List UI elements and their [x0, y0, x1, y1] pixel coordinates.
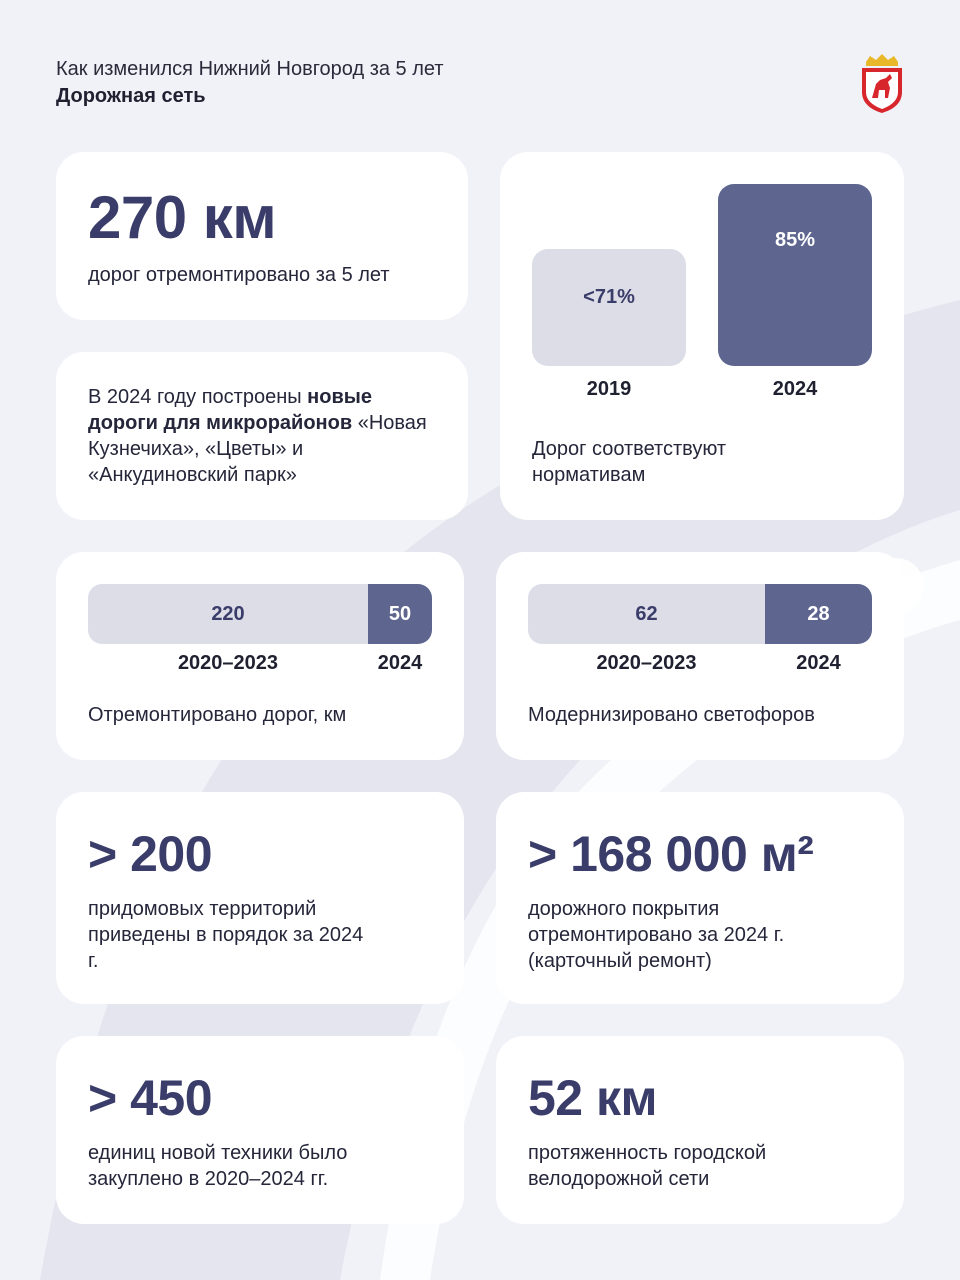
repaired-km-segment-0: 220	[88, 584, 368, 644]
roads-repaired-text: дорог отремонтировано за 5 лет	[88, 264, 390, 286]
compliance-bar-2024: 85%	[718, 184, 872, 366]
repaired-km-caption: Отремонтировано дорог, км	[88, 704, 347, 726]
bike-lanes-value: 52 км	[528, 1070, 658, 1126]
card-new-roads	[56, 352, 468, 520]
card-yards	[56, 792, 464, 1004]
card-pavement	[496, 792, 904, 1004]
new-roads-text	[88, 384, 438, 488]
traffic-lights-bar	[528, 584, 872, 644]
new-roads-text-suffix: «Новая Кузнечиха», «Цветы» и «Анкудиновский парк»	[88, 412, 427, 486]
traffic-lights-segment-0: 62	[528, 584, 765, 644]
yards-value: > 200	[88, 826, 213, 882]
card-traffic-lights	[496, 552, 904, 760]
roads-repaired-value: 270 км	[88, 184, 277, 251]
card-repaired-km	[56, 552, 464, 760]
traffic-lights-period-0: 2020–2023	[596, 652, 697, 674]
card-roads-repaired	[56, 152, 468, 320]
card-bike-lanes	[496, 1036, 904, 1224]
new-roads-text-prefix: В 2024 году построены	[88, 386, 308, 408]
card-machinery	[56, 1036, 464, 1224]
page-header	[56, 56, 444, 110]
traffic-lights-segment-1: 28	[765, 584, 872, 644]
page-title: Дорожная сеть	[56, 85, 206, 107]
pavement-text: дорожного покрытия отремонтировано за 2024 г. (карточный ремонт)	[528, 898, 785, 972]
yards-text: придомовых территорий приведены в порядок за 2024 г.	[88, 898, 364, 972]
compliance-year-2024: 2024	[772, 378, 818, 400]
compliance-year-2019: 2019	[586, 378, 632, 400]
page-subtitle: Как изменился Нижний Новгород за 5 лет	[56, 58, 444, 80]
bike-lanes-text: протяженность городской велодорожной сети	[528, 1142, 767, 1190]
repaired-km-segment-1: 50	[368, 584, 432, 644]
traffic-lights-period-1: 2024	[796, 652, 841, 674]
new-roads-text-bold: новые дороги для микрорайонов	[88, 386, 372, 434]
machinery-value: > 450	[88, 1070, 213, 1126]
pavement-value: > 168 000 м²	[528, 826, 814, 882]
card-roads-compliance	[500, 152, 904, 520]
compliance-bar-2019: <71%	[532, 249, 686, 366]
machinery-text: единиц новой техники было закуплено в 2020–2024 гг.	[88, 1142, 348, 1190]
repaired-km-period-1: 2024	[377, 652, 423, 674]
repaired-km-period-0: 2020–2023	[177, 652, 279, 674]
repaired-km-bar	[88, 584, 432, 644]
compliance-caption: Дорог соответствуют нормативам	[532, 438, 727, 486]
traffic-lights-caption: Модернизировано светофоров	[528, 704, 815, 726]
city-coat-of-arms-icon	[858, 54, 906, 114]
